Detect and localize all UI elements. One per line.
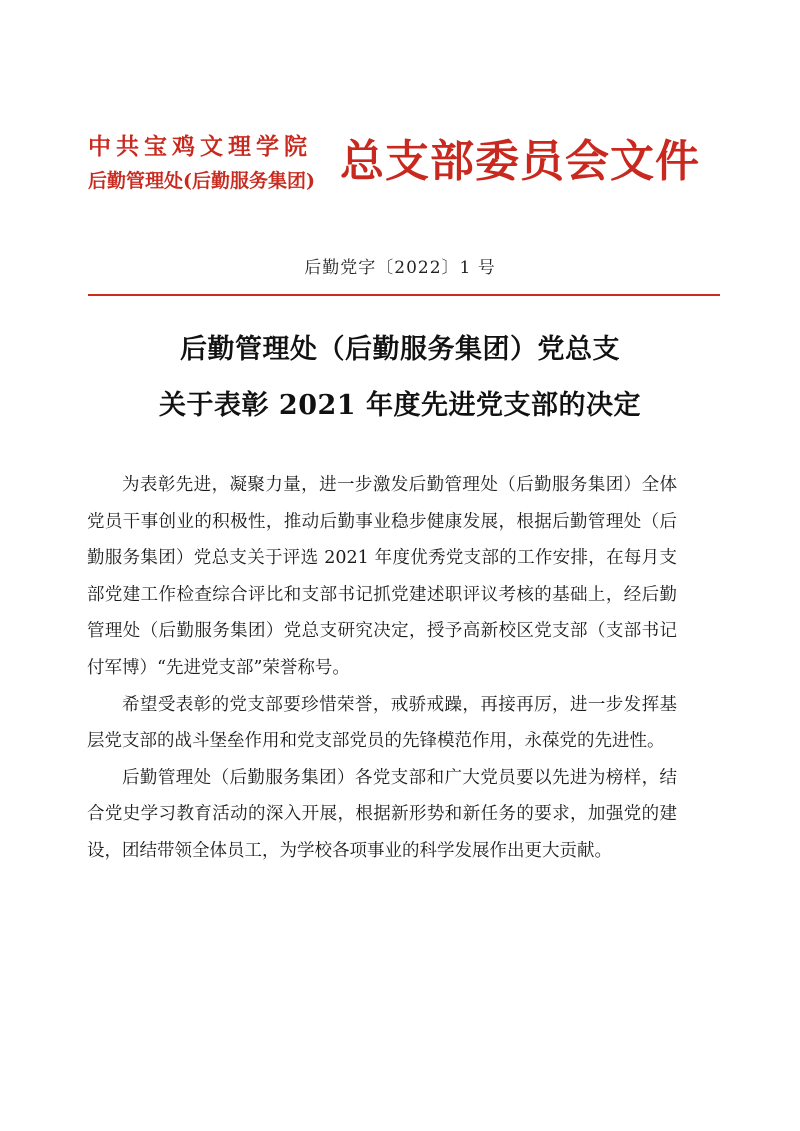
- document-title: [0, 322, 800, 434]
- masthead-organization: [88, 132, 334, 196]
- masthead-org-line-2: 后勤管理处(后勤服务集团): [88, 170, 315, 192]
- title-line-1: 后勤管理处（后勤服务集团）党总支: [180, 334, 620, 365]
- title-line-2: 关于表彰 2021 年度先进党支部的决定: [159, 390, 641, 421]
- masthead-document-type: 总支部委员会文件: [340, 136, 700, 187]
- masthead-org-line-1: 中共宝鸡文理学院: [88, 133, 312, 160]
- red-masthead: [88, 126, 728, 206]
- body-paragraph-1: 为表彰先进，凝聚力量，进一步激发后勤管理处（后勤服务集团）全体党员干事创业的积极性，推动后勤事业稳步健康发展，根据后勤管理处（后勤服务集团）党总支关于评选 2021 年度优秀党支部的工作安排，在每月支部党建工作检查综合评比和支部书记抓党建述职评议考核的基础上，经后勤管理处（后勤服务集团）党总支研究决定，授予高新校区党支部（支部书记付军博）“先进党支部”荣誉称号。: [87, 475, 677, 678]
- document-number: 后勤党字〔2022〕1 号: [304, 258, 496, 278]
- red-divider-line: [88, 294, 720, 296]
- body-paragraph-2: 希望受表彰的党支部要珍惜荣誉，戒骄戒躁，再接再厉，进一步发挥基层党支部的战斗堡垒作用和党支部党员的先锋模范作用，永葆党的先进性。: [87, 694, 677, 752]
- document-body: [87, 467, 677, 870]
- body-paragraph-3: 后勤管理处（后勤服务集团）各党支部和广大党员要以先进为榜样，结合党史学习教育活动的深入开展，根据新形势和新任务的要求，加强党的建设，团结带领全体员工，为学校各项事业的科学发展作出更大贡献。: [87, 767, 677, 861]
